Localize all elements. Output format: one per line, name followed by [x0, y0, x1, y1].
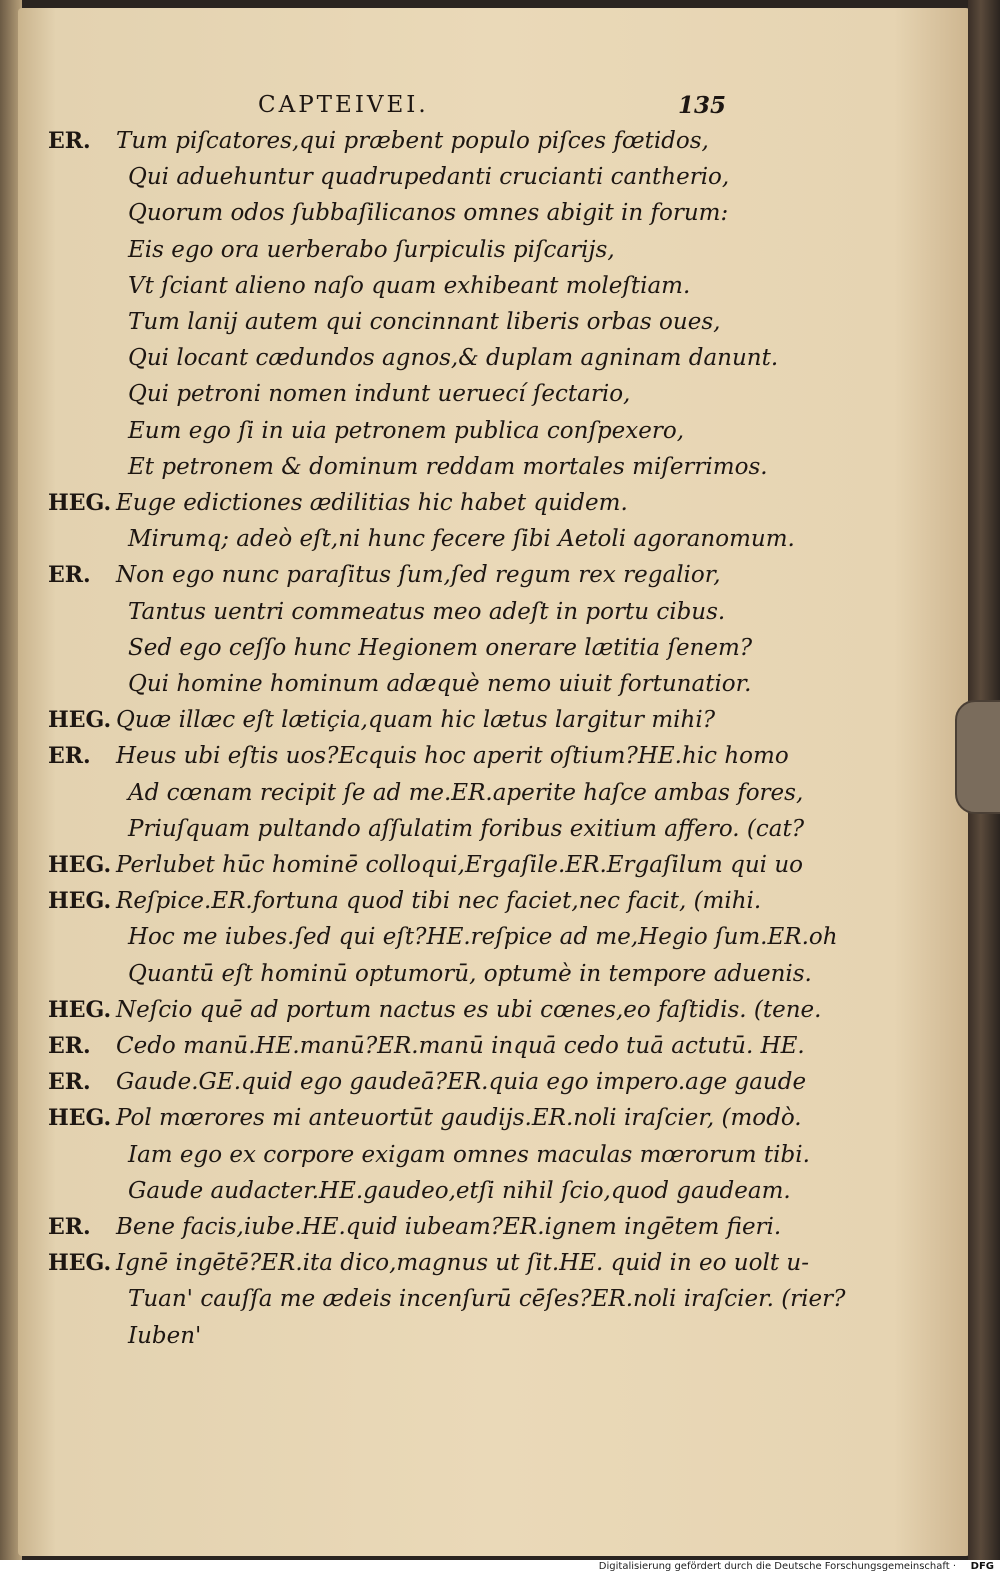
- speaker-label: HEG.: [48, 852, 112, 878]
- verse-text: Reſpice.ER.fortuna quod tibi nec faciet,nec facit, (mihi.: [116, 888, 762, 914]
- verse-text: Mirumq; adeò eſt,ni hunc fecere ſibi Aetoli agoranomum.: [128, 526, 795, 552]
- text-line: [0, 1323, 960, 1359]
- verse-text: Pol mœrores mi anteuortūt gaudijs.ER.noli iraſcier, (modò.: [116, 1105, 802, 1131]
- speaker-label: HEG.: [48, 1105, 112, 1131]
- dfg-logo: DFG: [970, 1561, 994, 1572]
- text-line: [0, 164, 960, 200]
- verse-text: Qui petroni nomen indunt ueruecí ſectario,: [128, 381, 631, 407]
- text-line: [0, 345, 960, 381]
- verse-text: Qui homine hominum adæquè nemo uiuit fortunatior.: [128, 671, 752, 697]
- verse-text: Tum lanij autem qui concinnant liberis orbas oues,: [128, 309, 721, 335]
- verse-text: Qui locant cædundos agnos,& duplam agninam danunt.: [128, 345, 779, 371]
- verse-text: Priuſquam pultando aſſulatim foribus exitium affero. (cat?: [128, 816, 805, 842]
- verse-text: Et petronem & dominum reddam mortales miſerrimos.: [128, 454, 768, 480]
- text-line: [0, 1214, 960, 1250]
- verse-text: Ad cœnam recipit ſe ad me.ER.aperite haſce ambas fores,: [128, 780, 804, 806]
- text-line: [0, 1069, 960, 1105]
- text-line: [0, 635, 960, 671]
- text-line: [0, 924, 960, 960]
- speaker-label: HEG.: [48, 707, 112, 733]
- verse-text: Iuben': [128, 1323, 202, 1349]
- verse-text: Tuan' cauſſa me ædeis incenſurū cēſes?ER.noli iraſcier. (rier?: [128, 1286, 846, 1312]
- page-clip: [955, 700, 1000, 814]
- text-line: [0, 128, 960, 164]
- text-line: [0, 562, 960, 598]
- speaker-label: ER.: [48, 743, 91, 769]
- text-line: [0, 1250, 960, 1286]
- speaker-label: ER.: [48, 1214, 91, 1240]
- verse-text: Bene facis,iube.HE.quid iubeam?ER.ignem ingētem fieri.: [116, 1214, 782, 1240]
- text-line: [0, 526, 960, 562]
- text-line: [0, 1105, 960, 1141]
- text-line: [0, 418, 960, 454]
- text-line: [0, 200, 960, 236]
- verse-text: Euge edictiones ædilitias hic habet quidem.: [116, 490, 628, 516]
- verse-text: Qui aduehuntur quadrupedanti crucianti cantherio,: [128, 164, 730, 190]
- text-line: [0, 381, 960, 417]
- verse-text: Sed ego ceſſo hunc Hegionem onerare lætitia ſenem?: [128, 635, 753, 661]
- text-line: [0, 454, 960, 490]
- page-number: 135: [678, 92, 727, 119]
- speaker-label: ER.: [48, 562, 91, 588]
- verse-text: Perlubet hūc hominē colloqui,Ergaſile.ER.Ergaſilum qui uo: [116, 852, 804, 878]
- verse-text: Heus ubi eſtis uos?Ecquis hoc aperit oſtium?HE.hic homo: [116, 743, 789, 769]
- running-title: CAPTEIVEI.: [258, 92, 429, 118]
- text-line: [0, 309, 960, 345]
- verse-text: Cedo manū.HE.manū?ER.manū inquā cedo tuā actutū. HE.: [116, 1033, 805, 1059]
- speaker-label: ER.: [48, 1033, 91, 1059]
- text-line: [0, 1142, 960, 1178]
- verse-text: Ignē ingētē?ER.ita dico,magnus ut ſit.HE. quid in eo uolt u-: [116, 1250, 809, 1276]
- speaker-label: HEG.: [48, 888, 112, 914]
- verse-text: Non ego nunc paraſitus ſum,ſed regum rex regalior,: [116, 562, 721, 588]
- verse-text: Quæ illæc eſt lætiçia,quam hic lætus largitur mihi?: [116, 707, 716, 733]
- text-line: [0, 852, 960, 888]
- verse-text: Neſcio quē ad portum nactus es ubi cœnes,eo faſtidis. (tene.: [116, 997, 822, 1023]
- text-line: [0, 1033, 960, 1069]
- verse-text: Vt ſciant alieno naſo quam exhibeant moleſtiam.: [128, 273, 691, 299]
- text-line: [0, 707, 960, 743]
- text-line: [0, 1178, 960, 1214]
- verse-text: Tantus uentri commeatus meo adeſt in portu cibus.: [128, 599, 726, 625]
- verse-text: Quorum odos ſubbaſilicanos omnes abigit in forum:: [128, 200, 729, 226]
- verse-text: Hoc me iubes.ſed qui eſt?HE.reſpice ad me,Hegio ſum.ER.oh: [128, 924, 838, 950]
- text-line: [0, 997, 960, 1033]
- text-line: [0, 888, 960, 924]
- verse-text: Iam ego ex corpore exigam omnes maculas mœrorum tibi.: [128, 1142, 810, 1168]
- footer-bar: [0, 1560, 1000, 1576]
- text-line: [0, 490, 960, 526]
- text-line: [0, 599, 960, 635]
- speaker-label: HEG.: [48, 997, 112, 1023]
- text-line: [0, 273, 960, 309]
- speaker-label: ER.: [48, 128, 91, 154]
- verse-text: Quantū eſt hominū optumorū, optumè in tempore aduenis.: [128, 961, 812, 987]
- text-line: [0, 237, 960, 273]
- verse-text: Tum piſcatores,qui præbent populo piſces fœtidos,: [116, 128, 709, 154]
- speaker-label: HEG.: [48, 490, 112, 516]
- verse-text: Gaude.GE.quid ego gaudeā?ER.quia ego impero.age gaude: [116, 1069, 807, 1095]
- verse-text: Gaude audacter.HE.gaudeo,etſi nihil ſcio,quod gaudeam.: [128, 1178, 791, 1204]
- text-line: [0, 816, 960, 852]
- speaker-label: ER.: [48, 1069, 91, 1095]
- text-line: [0, 1286, 960, 1322]
- verse-text: Eis ego ora uerberabo ſurpiculis piſcarijs,: [128, 237, 615, 263]
- verse-text: Eum ego ſi in uia petronem publica conſpexero,: [128, 418, 685, 444]
- text-line: [0, 671, 960, 707]
- footer-credit: Digitalisierung gefördert durch die Deutsche Forschungsgemeinschaft ·: [598, 1561, 956, 1572]
- text-line: [0, 780, 960, 816]
- text-line: [0, 743, 960, 779]
- text-line: [0, 961, 960, 997]
- speaker-label: HEG.: [48, 1250, 112, 1276]
